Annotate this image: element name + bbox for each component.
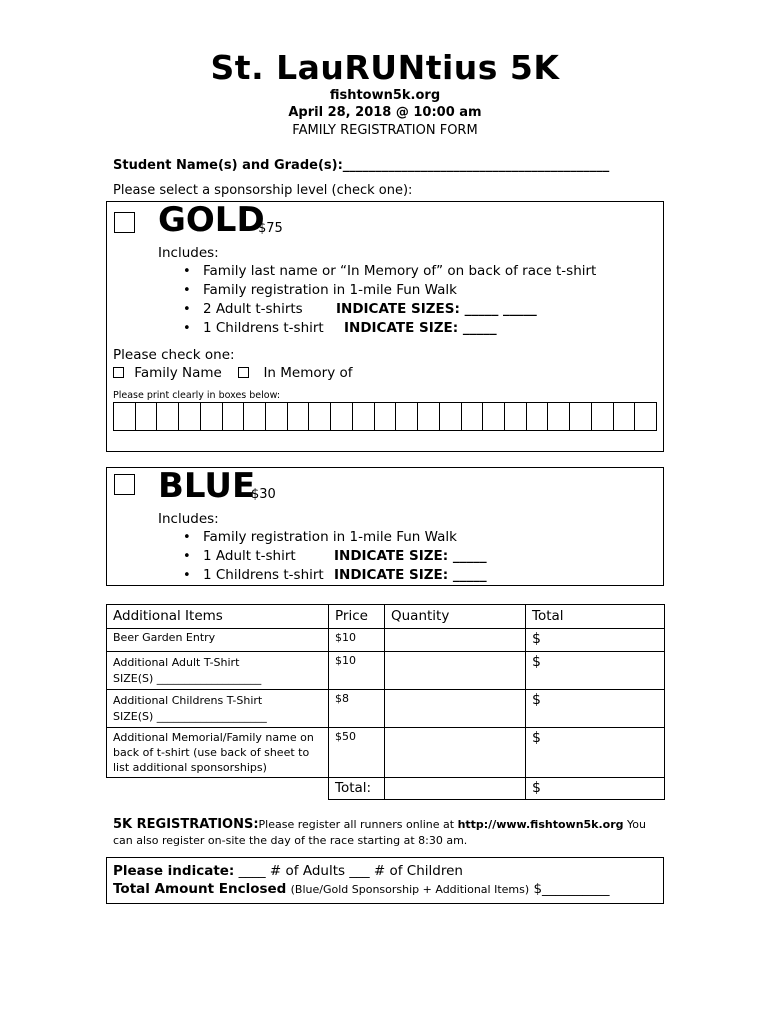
website-label: fishtown5k.org bbox=[329, 88, 441, 103]
quantity-cell[interactable] bbox=[385, 629, 526, 652]
column-header: Quantity bbox=[385, 605, 526, 629]
quantity-cell[interactable] bbox=[385, 690, 526, 728]
letter-box[interactable] bbox=[395, 402, 418, 431]
size-field[interactable]: INDICATE SIZE: _____ bbox=[334, 567, 487, 583]
item-cell: Beer Garden Entry bbox=[107, 629, 329, 652]
price-cell: $8 bbox=[329, 690, 385, 728]
letter-box[interactable] bbox=[178, 402, 201, 431]
letter-box[interactable] bbox=[330, 402, 353, 431]
column-header: Additional Items bbox=[107, 605, 329, 629]
total-amount-field[interactable]: $__________ bbox=[533, 881, 610, 897]
letter-box[interactable] bbox=[482, 402, 505, 431]
item-cell: Additional Adult T-Shirt SIZE(S) ___________________ bbox=[107, 652, 329, 690]
in-memory-checkbox[interactable] bbox=[238, 367, 249, 378]
blank-cell bbox=[107, 778, 329, 800]
letter-box[interactable] bbox=[308, 402, 331, 431]
registration-heading: 5K REGISTRATIONS: bbox=[113, 817, 259, 832]
price-cell: $50 bbox=[329, 728, 385, 778]
letter-box[interactable] bbox=[504, 402, 527, 431]
blue-level-name: BLUE bbox=[158, 466, 256, 506]
item-cell: Additional Childrens T-Shirt SIZE(S) ____________________ bbox=[107, 690, 329, 728]
list-item: • 1 Adult t-shirt INDICATE SIZE: _____ bbox=[158, 547, 487, 566]
letter-box[interactable] bbox=[591, 402, 614, 431]
quantity-cell[interactable] bbox=[385, 728, 526, 778]
price-cell: $10 bbox=[329, 652, 385, 690]
total-amount-label: Total Amount Enclosed bbox=[113, 881, 287, 897]
form-name: FAMILY REGISTRATION FORM bbox=[292, 123, 478, 138]
indicate-label: Please indicate: bbox=[113, 863, 235, 879]
letter-box[interactable] bbox=[135, 402, 158, 431]
list-item: • 1 Childrens t-shirt INDICATE SIZE: _____ bbox=[158, 319, 596, 338]
blue-includes-list bbox=[158, 528, 487, 585]
event-date: April 28, 2018 @ 10:00 am bbox=[288, 105, 482, 120]
letter-box[interactable] bbox=[461, 402, 484, 431]
table-row bbox=[107, 690, 665, 728]
page-title: St. LauRUNtius 5K bbox=[210, 48, 560, 87]
total-amount-line bbox=[113, 881, 610, 897]
size-field[interactable]: SIZE(S) ___________________ bbox=[113, 672, 262, 685]
table-total-row bbox=[107, 778, 665, 800]
total-cell[interactable]: $ bbox=[526, 629, 665, 652]
letter-box[interactable] bbox=[200, 402, 223, 431]
letter-box[interactable] bbox=[634, 402, 657, 431]
total-cell[interactable]: $ bbox=[526, 652, 665, 690]
blue-includes-label: Includes: bbox=[158, 511, 219, 527]
indicate-box bbox=[106, 857, 664, 904]
registration-text: Please register all runners online at bbox=[258, 818, 458, 831]
additional-items-table bbox=[106, 604, 665, 800]
blue-price: $30 bbox=[251, 487, 276, 502]
letter-box[interactable] bbox=[417, 402, 440, 431]
list-item: • 2 Adult t-shirts INDICATE SIZES: _____ _____ bbox=[158, 300, 596, 319]
table-row bbox=[107, 652, 665, 690]
letter-box[interactable] bbox=[547, 402, 570, 431]
quantity-cell[interactable] bbox=[385, 652, 526, 690]
column-header: Total bbox=[526, 605, 665, 629]
sponsorship-prompt: Please select a sponsorship level (check one): bbox=[113, 183, 413, 198]
list-item: • Family registration in 1-mile Fun Walk bbox=[158, 528, 487, 547]
column-header: Price bbox=[329, 605, 385, 629]
price-cell: $10 bbox=[329, 629, 385, 652]
size-field[interactable]: SIZE(S) ____________________ bbox=[113, 710, 267, 723]
list-item: • Family last name or “In Memory of” on back of race t-shirt bbox=[158, 262, 596, 281]
registration-info bbox=[113, 817, 658, 849]
blue-checkbox[interactable] bbox=[114, 474, 135, 495]
total-label: Total: bbox=[329, 778, 385, 800]
print-note: Please print clearly in boxes below: bbox=[113, 390, 281, 401]
adult-child-count-fields[interactable]: ____ # of Adults ___ # of Children bbox=[238, 863, 463, 879]
family-name-checkbox[interactable] bbox=[113, 367, 124, 378]
total-amount-note: (Blue/Gold Sponsorship + Additional Items) bbox=[290, 883, 530, 896]
gold-includes-list bbox=[158, 262, 596, 338]
letter-box[interactable] bbox=[265, 402, 288, 431]
table-row bbox=[107, 629, 665, 652]
family-name-label: Family Name bbox=[134, 365, 222, 381]
letter-box[interactable] bbox=[222, 402, 245, 431]
letter-box[interactable] bbox=[243, 402, 266, 431]
letter-box[interactable] bbox=[613, 402, 636, 431]
student-name-field[interactable]: Student Name(s) and Grade(s):_________________________________________ bbox=[113, 158, 610, 173]
item-cell: Additional Memorial/Family name on back of t-shirt (use back of sheet to list additional sponsorships) bbox=[107, 728, 329, 778]
size-field[interactable]: INDICATE SIZE: _____ bbox=[344, 320, 497, 336]
letter-box[interactable] bbox=[113, 402, 136, 431]
in-memory-label: In Memory of bbox=[263, 365, 353, 381]
gold-level-name: GOLD bbox=[158, 200, 265, 240]
gold-options bbox=[113, 365, 353, 381]
letter-box[interactable] bbox=[287, 402, 310, 431]
size-field[interactable]: INDICATE SIZE: _____ bbox=[334, 548, 487, 564]
list-item: • 1 Childrens t-shirt INDICATE SIZE: _____ bbox=[158, 566, 487, 585]
list-item: • Family registration in 1-mile Fun Walk bbox=[158, 281, 596, 300]
letter-box[interactable] bbox=[439, 402, 462, 431]
gold-price: $75 bbox=[258, 221, 283, 236]
total-quantity-cell[interactable] bbox=[385, 778, 526, 800]
grand-total-cell[interactable]: $ bbox=[526, 778, 665, 800]
size-field[interactable]: INDICATE SIZES: _____ _____ bbox=[336, 301, 537, 317]
gold-includes-label: Includes: bbox=[158, 245, 219, 261]
letter-box[interactable] bbox=[374, 402, 397, 431]
registration-text-after: You can also register on-site the day of the race starting at 8:30 am. bbox=[113, 818, 646, 847]
letter-box[interactable] bbox=[156, 402, 179, 431]
check-one-prompt: Please check one: bbox=[113, 347, 235, 363]
letter-box[interactable] bbox=[526, 402, 549, 431]
gold-checkbox[interactable] bbox=[114, 212, 135, 233]
letter-box[interactable] bbox=[352, 402, 375, 431]
table-row bbox=[107, 728, 665, 778]
letter-box[interactable] bbox=[569, 402, 592, 431]
indicate-line bbox=[113, 863, 463, 879]
table-header-row bbox=[107, 605, 665, 629]
registration-link[interactable]: http://www.fishtown5k.org bbox=[457, 818, 624, 831]
total-cell[interactable]: $ bbox=[526, 690, 665, 728]
total-cell[interactable]: $ bbox=[526, 728, 665, 778]
